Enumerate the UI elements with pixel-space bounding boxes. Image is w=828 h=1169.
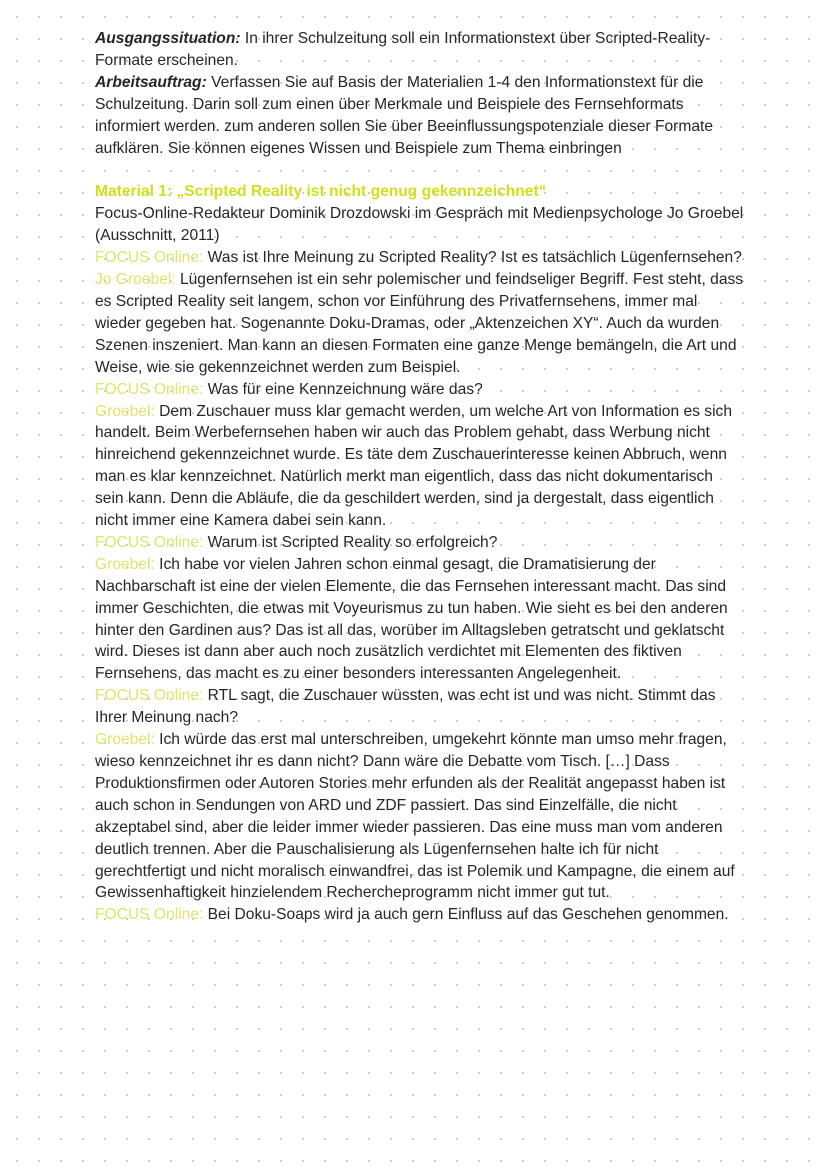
speaker-label: FOCUS Online: [95, 687, 204, 705]
turn-text: Bei Doku-Soaps wird ja auch gern Einfluss auf das Geschehen genommen. [203, 906, 729, 924]
situation-label: Ausgangssituation: [95, 30, 241, 47]
speaker-label: FOCUS Online: [95, 906, 204, 924]
speaker-label: FOCUS Online: [95, 380, 204, 398]
speaker-label: Jo Groebel: [95, 271, 176, 289]
turn-text: Was für eine Kennzeichnung wäre das? [203, 380, 483, 398]
interview-turn [95, 379, 745, 401]
interview-turn [95, 729, 745, 904]
task-label: Arbeitsauftrag: [95, 73, 207, 91]
interview [95, 247, 745, 926]
turn-text: Was ist Ihre Meinung zu Scripted Reality? Ist es tatsächlich Lügenfernsehen? [203, 249, 742, 267]
interview-turn [95, 532, 745, 554]
situation-paragraph [95, 28, 745, 72]
turn-text: Lügenfernsehen ist ein sehr polemischer und feindseliger Begriff. Fest steht, dass es Scripted Reality seit langem, schon vor Einführung des Privatfernsehens, immer mal wieder gegeben hat. Sogenannte Doku-Dramas, oder „Aktenzeichen XY“. Auch da wurden Szenen inszeniert. Man kann an diesen Formaten eine ganze Menge bemängeln, die Art und Weise, wie sie gekennzeichnet werden zum Beispiel. [95, 271, 744, 376]
turn-text: Ich würde das erst mal unterschreiben, umgekehrt könnte man umso mehr fragen, wieso kennzeichnet ihr es dann nicht? Dann wäre die Debatte vom Tisch. […] Dass Produktionsfirmen oder Autoren Stories mehr erfunden als der Realität angepasst haben ist auch schon in Sendungen von ARD und ZDF passiert. Das sind Einzelfälle, die nicht akzeptabel sind, aber die leider immer wieder passieren. Das eine muss man vom anderen deutlich trennen. Aber die Pauschalisierung als Lügenfernsehen halte ich für nicht gerechtfertigt und nicht moralisch einwandfrei, das ist Polemik und Kampagne, die einem auf Gewissenhaftigkeit hinzielendem Rechercheprogramm nicht immer gut tut. [95, 731, 735, 902]
interview-turn [95, 401, 745, 532]
speaker-label: FOCUS Online: [95, 249, 204, 267]
speaker-label: Groebel: [95, 555, 155, 573]
task-text: Verfassen Sie auf Basis der Materialien 1-4 den Informationstext für die Schulzeitung. Darin soll zum einen über Merkmale und Beispiele des Fernsehformats informiert werden. zum anderen sollen Sie über Beeinflussungspotenziale dieser Formate aufklären. Sie können eigenes Wissen und Beispiele zum Thema einbringen [95, 73, 714, 157]
situation-text: In ihrer Schulzeitung soll ein Informationstext über Scripted-Reality-Formate erscheinen. [95, 30, 711, 69]
interview-turn [95, 269, 745, 379]
spacer [95, 159, 745, 181]
speaker-label: Groebel: [95, 402, 155, 420]
interview-turn [95, 904, 745, 926]
interview-turn [95, 554, 745, 685]
turn-text: Ich habe vor vielen Jahren schon einmal gesagt, die Dramatisierung der Nachbarschaft ist eine der vielen Elemente, die das Fernsehen interessant macht. Das sind immer Geschichten, die etwas mit Voyeurismus zu tun haben. Wie sieht es bei den anderen hinter den Gardinen aus? Das ist all das, worüber im Alltagsleben getratscht und geklatscht wird. Dieses ist dann aber auch noch zusätzlich verdichtet mit Elementen des fiktiven Fernsehens, das macht es zu einer besonders interessanten Angelegenheit. [95, 555, 728, 683]
turn-text: Warum ist Scripted Reality so erfolgreich? [203, 533, 498, 551]
speaker-label: FOCUS Online: [95, 533, 204, 551]
interview-turn [95, 247, 745, 269]
turn-text: Dem Zuschauer muss klar gemacht werden, um welche Art von Information es sich handelt. Beim Werbefernsehen haben wir auch das Problem gehabt, dass Werbung nicht hinreichend gekennzeichnet wurde. Es täte dem Zuschauerinteresse keinen Abbruch, wenn man es klar kennzeichnet. Natürlich merkt man eigentlich, dass das nicht dokumentarisch sein kann. Denn die Abläufe, die da geschildert werden, sind ja dergestalt, dass eigentlich nicht immer eine Kamera dabei sein kann. [95, 402, 733, 530]
speaker-label: Groebel: [95, 731, 155, 749]
turn-text: RTL sagt, die Zuschauer wüssten, was echt ist und was nicht. Stimmt das Ihrer Meinung nach? [95, 687, 716, 727]
material-title: Material 1: „Scripted Reality ist nicht genug gekennzeichnet“ [95, 183, 547, 201]
document-page [95, 28, 745, 926]
material-source: Focus-Online-Redakteur Dominik Drozdowski im Gespräch mit Medienpsychologe Jo Groebel (Ausschnitt, 2011) [95, 205, 744, 245]
task-paragraph [95, 72, 745, 160]
interview-turn [95, 685, 745, 729]
